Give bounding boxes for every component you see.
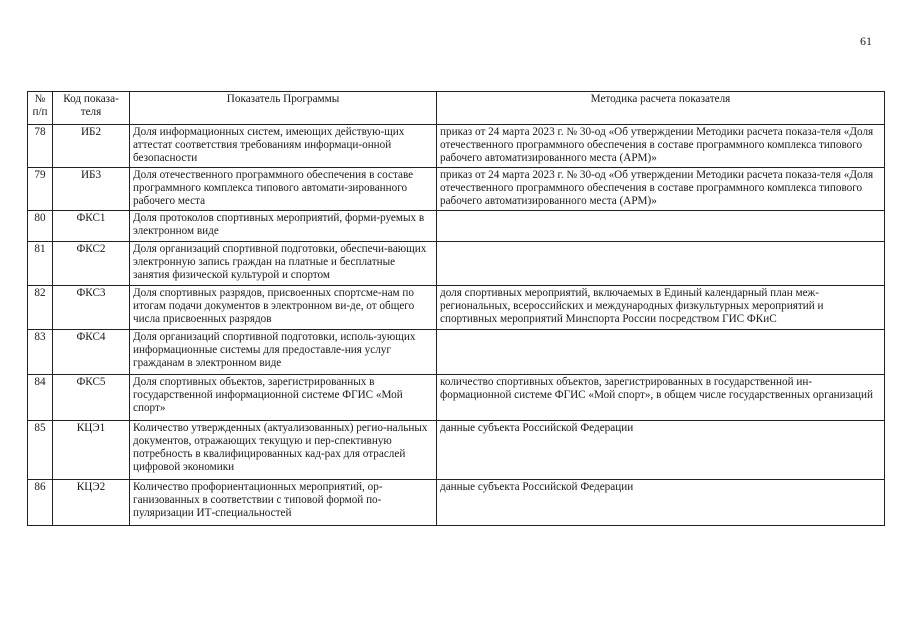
row-num: 78: [28, 125, 53, 168]
row-indicator: Доля организаций спортивной подготовки, исполь-зующих информационные системы для предоставле-ния услуг гражданам в электронном виде: [130, 330, 437, 375]
row-indicator: Доля протоколов спортивных мероприятий, форми-руемых в электронном виде: [130, 211, 437, 242]
row-code: ИБ3: [53, 168, 130, 211]
row-code: КЦЭ2: [53, 480, 130, 526]
table-row: [28, 286, 885, 330]
row-method: приказ от 24 марта 2023 г. № 30-од «Об утверждении Методики расчета показа-теля «Доля отечественного программного обеспечения в составе программного комплекса типового рабочего автоматизированного места (АРМ)»: [437, 168, 885, 211]
table-row: [28, 211, 885, 242]
row-code: ИБ2: [53, 125, 130, 168]
row-num: 83: [28, 330, 53, 375]
row-num: 84: [28, 375, 53, 421]
row-method: доля спортивных мероприятий, включаемых в Единый календарный план меж-региональных, всероссийских и международных физкультурных мероприятий и спортивных мероприятий Минспорта России посредством ГИС ФКиС: [437, 286, 885, 330]
row-code: ФКС5: [53, 375, 130, 421]
row-indicator: Доля отечественного программного обеспечения в составе программного комплекса типового автомати-зированного рабочего места: [130, 168, 437, 211]
header-num: № п/п: [28, 92, 53, 125]
table-row: [28, 375, 885, 421]
row-indicator: Доля организаций спортивной подготовки, обеспечи-вающих электронную запись граждан на платные и бесплатные занятия физической культурой и спортом: [130, 242, 437, 286]
table-row: [28, 168, 885, 211]
row-indicator: Доля спортивных объектов, зарегистрированных в государственной информационной системе ФГИС «Мой спорт»: [130, 375, 437, 421]
row-code: КЦЭ1: [53, 421, 130, 480]
row-method: данные субъекта Российской Федерации: [437, 421, 885, 480]
page-number: 61: [860, 34, 872, 48]
row-code: ФКС3: [53, 286, 130, 330]
row-method: приказ от 24 марта 2023 г. № 30-од «Об утверждении Методики расчета показа-теля «Доля отечественного программного обеспечения в составе программного комплекса типового рабочего автоматизированного места (АРМ)»: [437, 125, 885, 168]
row-code: ФКС2: [53, 242, 130, 286]
table-row: [28, 125, 885, 168]
row-method: [437, 211, 885, 242]
table-header-row: [28, 92, 885, 125]
row-code: ФКС1: [53, 211, 130, 242]
table-row: [28, 242, 885, 286]
row-num: 80: [28, 211, 53, 242]
header-indicator: Показатель Программы: [130, 92, 437, 125]
row-num: 81: [28, 242, 53, 286]
header-code: Код показа-теля: [53, 92, 130, 125]
row-indicator: Количество профориентационных мероприятий, ор-ганизованных в соответствии с типовой формой по-пуляризации ИТ-специальностей: [130, 480, 437, 526]
row-indicator: Доля информационных систем, имеющих действую-щих аттестат соответствия требованиям информаци-онной безопасности: [130, 125, 437, 168]
table-row: [28, 330, 885, 375]
row-method: количество спортивных объектов, зарегистрированных в государственной ин-формационной системе ФГИС «Мой спорт», в общем числе государственных организаций: [437, 375, 885, 421]
row-num: 85: [28, 421, 53, 480]
row-method: [437, 242, 885, 286]
table-row: [28, 421, 885, 480]
header-method: Методика расчета показателя: [437, 92, 885, 125]
row-method: данные субъекта Российской Федерации: [437, 480, 885, 526]
row-indicator: Доля спортивных разрядов, присвоенных спортсме-нам по итогам подачи документов в электронном ви-де, от общего числа присвоенных разрядов: [130, 286, 437, 330]
row-indicator: Количество утвержденных (актуализованных) регио-нальных документов, отражающих текущую и пер-спективную потребность в квалифицированных кад-рах для отраслей цифровой экономики: [130, 421, 437, 480]
row-num: 82: [28, 286, 53, 330]
row-num: 86: [28, 480, 53, 526]
row-code: ФКС4: [53, 330, 130, 375]
table-row: [28, 480, 885, 526]
row-num: 79: [28, 168, 53, 211]
indicators-table: [27, 91, 885, 526]
row-method: [437, 330, 885, 375]
